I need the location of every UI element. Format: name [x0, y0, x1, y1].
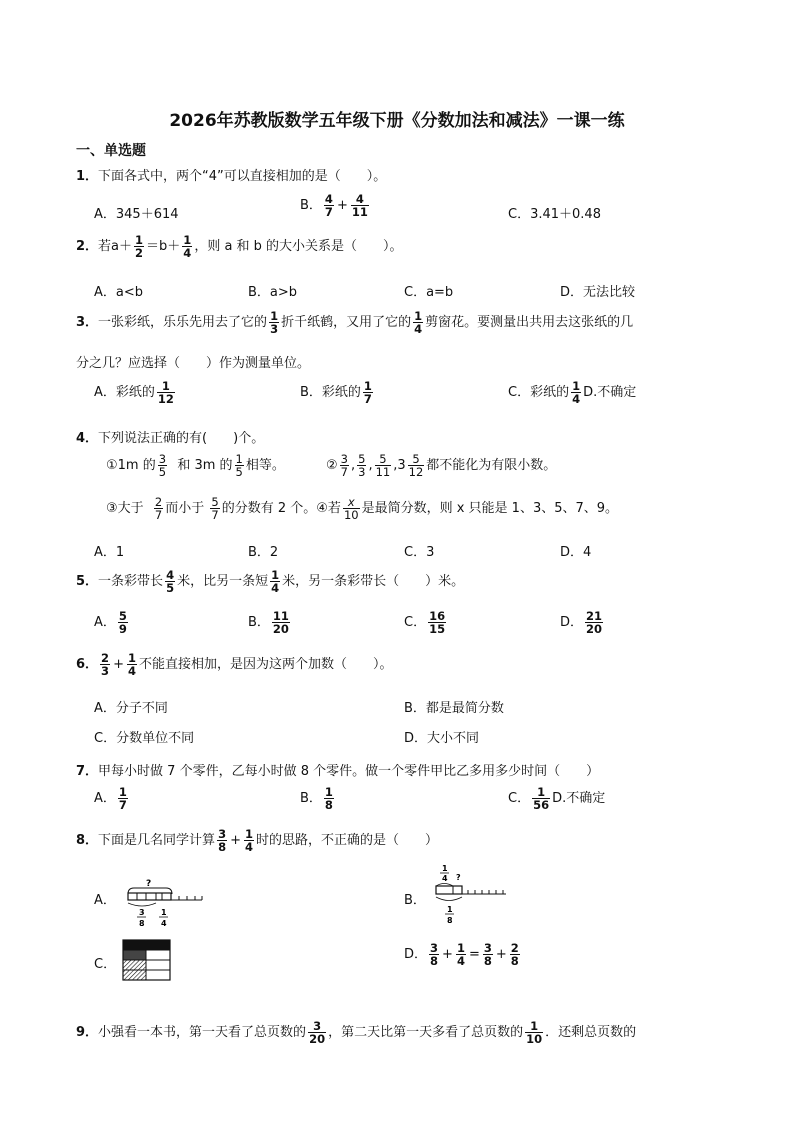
question-9 — [76, 1020, 636, 1045]
stem-text: 剪窗花。要测量出共用去这张纸的几 — [425, 315, 634, 331]
option-b — [300, 786, 336, 811]
option-c — [404, 610, 448, 635]
option-label: B． — [300, 791, 322, 807]
fraction — [343, 496, 360, 521]
denominator: 20 — [309, 1032, 326, 1047]
statement-4-text: 是最简分数，则 x 只能是 1、3、5、7、9。 — [361, 501, 619, 517]
stem-text: 若a＋ — [98, 239, 133, 255]
number-line-diagram-a — [122, 876, 208, 928]
statement-text: ③大于 — [106, 501, 144, 517]
numerator: 1 — [414, 309, 423, 323]
fraction — [340, 453, 349, 478]
fraction — [510, 942, 520, 967]
option-d: D.不确定 — [552, 791, 606, 807]
denominator: 12 — [157, 392, 174, 407]
fraction — [165, 569, 175, 594]
statement-2: ② $\frac{3}{7}$ , $\frac{5}{3}$ , $\frac{5}{11}$ ,3 $\frac{5}{12}$ 都不能化为有限小数。 — [326, 452, 557, 480]
option-label: B． — [248, 615, 270, 631]
numerator: 1 — [135, 233, 144, 247]
option-d: D．无法比较 — [560, 285, 636, 300]
fraction — [118, 786, 128, 811]
option-b: B．a>b — [248, 285, 298, 300]
option-c: C．分数单位不同 — [94, 731, 195, 746]
statement-1 — [106, 453, 285, 478]
fraction — [272, 610, 290, 635]
unknown-mark: ? — [146, 879, 152, 889]
fraction — [375, 453, 392, 478]
equals-sign: = — [468, 947, 480, 963]
numerator: 5 — [412, 452, 420, 466]
numerator: 3 — [158, 452, 167, 466]
denominator: 11 — [351, 205, 368, 220]
section-heading: 一、单选题 — [76, 143, 146, 159]
stem-text: 时的思路，不正确的是（ ） — [256, 833, 439, 849]
numerator: 1 — [363, 379, 372, 393]
numerator: 1 — [161, 379, 170, 393]
plus-sign: + — [113, 657, 124, 673]
label-numerator: 1 — [442, 864, 448, 873]
fraction — [158, 453, 167, 478]
fraction — [235, 453, 244, 478]
option-d — [560, 610, 605, 635]
option-label: B．彩纸的 — [300, 385, 361, 401]
option-c: C． — [94, 957, 117, 972]
question-6 — [76, 652, 393, 677]
fraction — [269, 310, 279, 335]
option-label: B． — [300, 198, 322, 214]
fraction — [532, 786, 550, 811]
statement-4-text: ④若 — [316, 501, 341, 517]
numerator: 1 — [118, 785, 127, 799]
denominator: 8 — [483, 954, 492, 969]
denominator: 4 — [456, 954, 465, 969]
plus-sign: + — [336, 198, 348, 214]
fraction — [157, 380, 175, 405]
numerator: 1 — [127, 651, 136, 665]
page-title: 2026年苏教版数学五年级下册《分数加法和减法》一课一练 — [169, 111, 625, 131]
question-stem: 下面各式中，两个“4”可以直接相加的是（ ）。 — [98, 169, 387, 184]
numerator: 5 — [118, 609, 127, 623]
fraction — [408, 453, 425, 478]
fraction — [324, 193, 334, 218]
denominator: 4 — [271, 581, 280, 596]
denominator: 10 — [526, 1032, 543, 1047]
question-number: 7． — [76, 764, 99, 779]
stem-text: 一张彩纸，乐乐先用去了它的 — [98, 315, 268, 331]
fraction — [357, 453, 366, 478]
question-stem: 下列说法正确的有( )个。 — [98, 431, 265, 446]
stem-text: 米，比另一条短 — [177, 574, 269, 590]
question-number: 5． — [76, 574, 99, 590]
fraction — [571, 380, 581, 405]
fraction — [118, 610, 128, 635]
option-d: D．大小不同 — [404, 731, 480, 746]
stem-text: 米，另一条彩带长（ ）米。 — [282, 574, 465, 590]
option-c: C．3 — [404, 545, 435, 560]
option-c — [508, 380, 636, 405]
label-denominator: 4 — [442, 874, 448, 883]
denominator: 7 — [211, 508, 219, 523]
numerator: 3 — [483, 941, 492, 955]
denominator: 5 — [235, 465, 243, 480]
label-denominator: 8 — [447, 916, 453, 924]
numerator: 2 — [101, 651, 110, 665]
denominator: 3 — [101, 664, 110, 679]
denominator: 56 — [533, 798, 550, 813]
option-c: C．a=b — [404, 285, 454, 300]
stem-text: ．还剩总页数的 — [545, 1025, 637, 1041]
denominator: 3 — [270, 322, 279, 337]
stem-text: ，则 a 和 b 的大小关系是（ ）。 — [194, 239, 403, 255]
question-3 — [76, 310, 633, 335]
label-denominator: 4 — [161, 919, 167, 928]
option-a — [94, 380, 177, 405]
numerator: 4 — [324, 192, 333, 206]
numerator: 1 — [530, 1019, 539, 1033]
option-b: B．2 — [248, 545, 279, 560]
numerator: 1 — [456, 941, 465, 955]
option-a: A．345＋614 — [94, 207, 179, 222]
numerator: 1 — [235, 452, 243, 466]
plus-sign: + — [442, 947, 453, 963]
statement-text: 和 3m 的 — [177, 458, 233, 474]
fraction — [127, 652, 137, 677]
numerator: 1 — [537, 785, 546, 799]
numerator: 1 — [183, 233, 192, 247]
question-7 — [76, 760, 599, 779]
label-numerator: 1 — [447, 905, 453, 914]
option-a: A．1 — [94, 545, 125, 560]
denominator: 4 — [572, 392, 581, 407]
numerator: 5 — [379, 452, 387, 466]
question-3-line-2: 分之几？应选择（ ）作为测量单位。 — [76, 356, 311, 371]
question-number: 8． — [76, 833, 99, 849]
denominator: 4 — [414, 322, 423, 337]
fraction — [182, 234, 192, 259]
unknown-mark: ? — [456, 873, 461, 882]
numerator: 3 — [430, 941, 439, 955]
denominator: 5 — [158, 465, 167, 480]
denominator: 8 — [324, 798, 333, 813]
fraction — [428, 610, 446, 635]
denominator: 15 — [429, 622, 446, 637]
fraction — [525, 1020, 543, 1045]
fraction — [270, 569, 280, 594]
option-label: D． — [404, 947, 428, 963]
denominator: 3 — [358, 465, 366, 480]
denominator: 20 — [272, 622, 289, 637]
denominator: 7 — [324, 205, 333, 220]
question-1 — [76, 165, 386, 184]
numerator: 3 — [218, 827, 227, 841]
option-c — [508, 786, 605, 811]
fraction — [244, 828, 254, 853]
option-b: B．都是最简分数 — [404, 701, 504, 716]
statement-text: 而小于 — [165, 501, 205, 517]
label-numerator: 3 — [139, 908, 145, 917]
question-number: 4． — [76, 431, 99, 446]
fraction — [585, 610, 603, 635]
denominator: 5 — [166, 581, 175, 596]
denominator: 7 — [363, 392, 372, 407]
numerator: 1 — [270, 309, 279, 323]
numerator: 16 — [429, 609, 446, 623]
denominator: 10 — [343, 508, 359, 523]
option-a — [94, 786, 130, 811]
numerator: 2 — [154, 495, 163, 509]
statement-text: ①1m 的 — [106, 458, 156, 474]
question-number: 6． — [76, 657, 99, 673]
fraction — [217, 828, 227, 853]
fraction — [134, 234, 144, 259]
option-d — [404, 942, 522, 967]
numerator: 5 — [358, 452, 366, 466]
denominator: 4 — [183, 246, 192, 261]
plus-sign: + — [495, 947, 507, 963]
option-a — [94, 610, 130, 635]
option-b: B． — [404, 893, 426, 908]
stem-text: 一条彩带长 — [98, 574, 164, 590]
fraction — [429, 942, 439, 967]
statement-text: ② — [326, 458, 338, 474]
fraction — [413, 310, 423, 335]
statement-text: 都不能化为有限小数。 — [426, 458, 557, 474]
numerator: 1 — [244, 827, 253, 841]
numerator: 4 — [355, 192, 364, 206]
option-a: A．分子不同 — [94, 701, 168, 716]
question-4 — [76, 427, 264, 446]
stem-text: 不能直接相加，是因为这两个加数（ ）。 — [138, 657, 393, 673]
numerator: 4 — [166, 568, 175, 582]
stem-text: 下面是几名同学计算 — [98, 833, 216, 849]
mixed-whole: 3 — [397, 458, 406, 474]
denominator: 20 — [586, 622, 603, 637]
fraction — [210, 496, 219, 521]
question-8 — [76, 828, 438, 853]
question-2 — [76, 234, 403, 259]
label-numerator: 1 — [161, 908, 167, 917]
stem-text: 折千纸鹤，又用了它的 — [281, 315, 412, 331]
area-model-diagram-c — [122, 939, 172, 983]
fraction — [100, 652, 110, 677]
label-denominator: 8 — [139, 919, 145, 928]
denominator: 4 — [244, 840, 253, 855]
denominator: 2 — [135, 246, 144, 261]
question-number: 2． — [76, 239, 99, 255]
fraction — [351, 193, 369, 218]
option-label: C． — [508, 791, 531, 807]
fraction — [456, 942, 466, 967]
option-d: D．4 — [560, 545, 592, 560]
statement-text: 的分数有 2 个。 — [221, 501, 317, 517]
option-label: C． — [404, 615, 427, 631]
option-label: A． — [94, 791, 116, 807]
numerator: 3 — [313, 1019, 322, 1033]
fraction — [324, 786, 334, 811]
denominator: 7 — [154, 508, 163, 523]
fraction — [363, 380, 373, 405]
option-b — [300, 380, 375, 405]
fraction — [154, 496, 163, 521]
option-b — [248, 610, 292, 635]
statement-3 — [106, 496, 618, 521]
statement-text: 相等。 — [245, 458, 285, 474]
numerator: x — [347, 495, 355, 509]
question-number: 9． — [76, 1025, 99, 1041]
numerator: 2 — [510, 941, 519, 955]
stem-text: ，第二天比第一天多看了总页数的 — [328, 1025, 524, 1041]
option-label: D． — [560, 615, 584, 631]
denominator: 4 — [127, 664, 136, 679]
denominator: 7 — [340, 465, 348, 480]
denominator: 11 — [375, 465, 391, 480]
denominator: 8 — [430, 954, 439, 969]
fraction — [483, 942, 493, 967]
option-c: C．3.41＋0.48 — [508, 207, 601, 222]
question-number: 1． — [76, 169, 99, 184]
numerator: 1 — [324, 785, 333, 799]
option-label: A．彩纸的 — [94, 385, 155, 401]
number-line-diagram-b — [430, 862, 510, 924]
numerator: 11 — [272, 609, 289, 623]
question-stem: 甲每小时做 7 个零件，乙每小时做 8 个零件。做一个零件甲比乙多用多少时间（ ） — [98, 764, 600, 779]
plus-sign: + — [230, 833, 241, 849]
fraction — [308, 1020, 326, 1045]
question-5 — [76, 569, 464, 594]
denominator: 12 — [408, 465, 424, 480]
option-label: C．彩纸的 — [508, 385, 570, 401]
numerator: 3 — [340, 452, 348, 466]
question-number: 3． — [76, 315, 99, 331]
option-a: A． — [94, 893, 116, 908]
denominator: 7 — [118, 798, 127, 813]
option-a: A．a<b — [94, 285, 144, 300]
option-d: D.不确定 — [583, 385, 637, 401]
numerator: 1 — [271, 568, 280, 582]
stem-text: 小强看一本书，第一天看了总页数的 — [98, 1025, 307, 1041]
option-b — [300, 193, 371, 218]
numerator: 1 — [572, 379, 581, 393]
numerator: 5 — [211, 495, 219, 509]
denominator: 9 — [118, 622, 127, 637]
denominator: 8 — [510, 954, 519, 969]
stem-text: ＝b＋ — [146, 239, 181, 255]
numerator: 21 — [586, 609, 603, 623]
denominator: 8 — [218, 840, 227, 855]
option-label: A． — [94, 615, 116, 631]
